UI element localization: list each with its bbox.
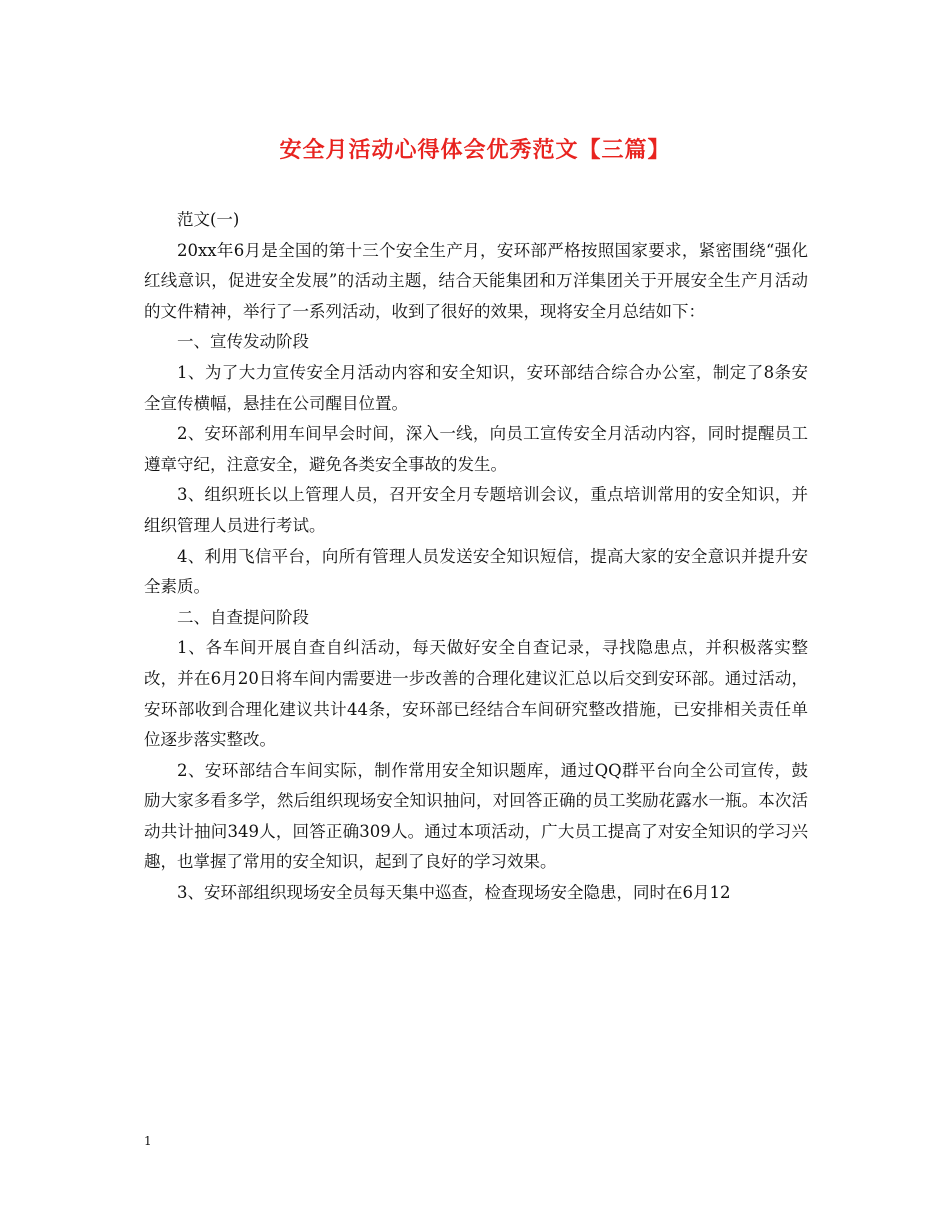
section-heading-self-check: 二、自查提问阶段	[177, 607, 309, 627]
section-label-fanwen-1: 范文(一)	[177, 210, 240, 229]
self-check-item-2: 2、安环部结合车间实际，制作常用安全知识题库，通过QQ群平台向全公司宣传，鼓励大家多看多学，然后组织现场安全知识抽问，对回答正确的员工奖励花露水一瓶。本次活动共计抽问349人，回答正确309人。通过本项活动，广大员工提高了对安全知识的学习兴趣，也掌握了常用的安全知识，起到了良好的学习效果。	[144, 760, 808, 872]
publicity-item-2: 2、安环部利用车间早会时间，深入一线，向员工宣传安全月活动内容，同时提醒员工遵章守纪，注意安全，避免各类安全事故的发生。	[144, 424, 808, 474]
section-heading-publicity: 一、宣传发动阶段	[177, 332, 309, 352]
self-check-item-1: 1、各车间开展自查自纠活动，每天做好安全自查记录，寻找隐患点，并积极落实整改，并在6月20日将车间内需要进一步改善的合理化建议汇总以后交到安环部。通过活动，安环部收到合理化建议共计44条，安环部已经结合车间研究整改措施，已安排相关责任单位逐步落实整改。	[144, 638, 808, 750]
intro-paragraph: 20xx年6月是全国的第十三个安全生产月，安环部严格按照国家要求，紧密围绕“强化红线意识，促进安全发展”的活动主题，结合天能集团和万洋集团关于开展安全生产月活动的文件精神，举行了一系列活动，收到了很好的效果，现将安全月总结如下：	[144, 240, 808, 321]
document-body	[144, 205, 808, 909]
publicity-item-3: 3、组织班长以上管理人员，召开安全月专题培训会议，重点培训常用的安全知识，并组织管理人员进行考试。	[144, 485, 808, 535]
document-title: 安全月活动心得体会优秀范文【三篇】	[279, 137, 671, 163]
publicity-item-1: 1、为了大力宣传安全月活动内容和安全知识，安环部结合综合办公室，制定了8条安全宣传横幅，悬挂在公司醒目位置。	[144, 362, 808, 413]
page-number: 1	[144, 1134, 152, 1148]
self-check-item-3: 3、安环部组织现场安全员每天集中巡查，检查现场安全隐患，同时在6月12	[177, 883, 731, 903]
publicity-item-4: 4、利用飞信平台，向所有管理人员发送安全知识短信，提高大家的安全意识并提升安全素质。	[144, 546, 808, 597]
